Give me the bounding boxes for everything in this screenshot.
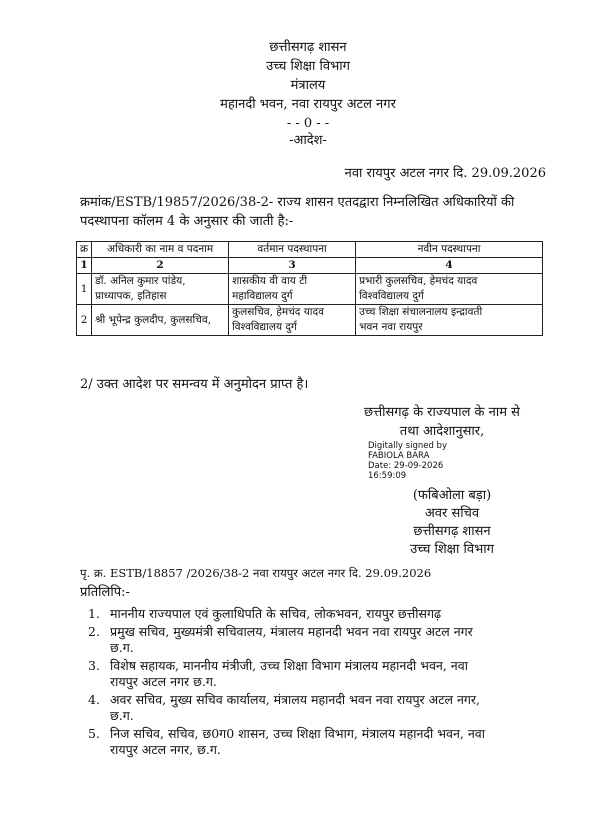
signatory-dept-line2: उच्च शिक्षा विभाग (410, 542, 494, 557)
row-new-posting (356, 305, 543, 336)
signatory-name: (फबिओला बड़ा) (412, 488, 492, 503)
list-number: 4. (88, 692, 100, 707)
colnum-4: 4 (356, 258, 543, 274)
table-row (77, 274, 543, 305)
cell-line: प्रभारी कुलसचिव, हेमचंद यादव (359, 275, 478, 287)
colnum-1: 1 (77, 258, 92, 274)
cell-line: श्री भूपेन्द्र कुलदीप, कुलसचिव, (95, 313, 212, 326)
order-paragraph-line2: पदस्थापना कॉलम 4 के अनुसार की जाती है:- (80, 214, 294, 229)
header-department: उच्च शिक्षा विभाग (266, 59, 350, 74)
colnum-3: 3 (229, 258, 356, 274)
posting-table (76, 241, 543, 336)
list-number: 1. (88, 606, 100, 621)
list-text (110, 692, 548, 724)
digital-signature-line: Date: 29-09-2026 (368, 461, 444, 471)
table-row (77, 305, 543, 336)
row-current-posting (229, 274, 356, 305)
table-header-row (77, 242, 543, 258)
row-officer (92, 274, 229, 305)
signature-authority-line1: छत्तीसगढ़ के राज्यपाल के नाम से (364, 405, 520, 420)
list-item (88, 692, 548, 724)
order-date: नवा रायपुर अटल नगर दि. 29.09.2026 (344, 166, 546, 181)
header-state: छत्तीसगढ़ शासन (269, 40, 347, 55)
cell-line: प्राध्यापक, इतिहास (95, 290, 167, 302)
header-new-posting: नवीन पदस्थापना (356, 242, 543, 258)
list-text (110, 658, 548, 690)
cell-line: उच्च शिक्षा संचालनालय इन्द्रावती (359, 306, 483, 318)
list-text (110, 606, 548, 622)
cell-line: शासकीय वी वाय टी (232, 275, 308, 287)
cell-line: डॉ. अनिल कुमार पांडेय, (95, 275, 186, 287)
header-officer: अधिकारी का नाम व पदनाम (92, 242, 229, 258)
row-sno: 1 (77, 274, 92, 305)
list-item (88, 726, 548, 758)
signatory-dept-line1: छत्तीसगढ़ शासन (413, 524, 491, 539)
header-ministry: मंत्रालय (290, 78, 326, 93)
list-number: 2. (88, 624, 100, 639)
cell-line: भवन नवा रायपुर (359, 321, 423, 333)
signatory-designation: अवर सचिव (424, 506, 480, 521)
list-line: प्रमुख सचिव, मुख्यमंत्री सचिवालय, मंत्रालय महानदी भवन नवा रायपुर अटल नगर (110, 624, 473, 639)
list-number: 5. (88, 726, 100, 741)
row-new-posting (356, 274, 543, 305)
digital-signature-line: 16:59:09 (368, 471, 407, 481)
header-sno: क्र (77, 242, 92, 258)
list-item (88, 658, 548, 690)
header-separator: - - 0 - - (286, 116, 330, 131)
header-order-title: -आदेश- (289, 133, 327, 148)
list-line: रायपुर अटल नगर छ.ग. (110, 674, 217, 689)
list-line: अवर सचिव, मुख्य सचिव कार्यालय, मंत्रालय महानदी भवन नवा रायपुर अटल नगर, (110, 692, 481, 707)
list-item (88, 606, 548, 622)
cell-line: कुलसचिव, हेमचंद यादव (232, 306, 324, 318)
list-text (110, 726, 548, 758)
list-line: छ.ग. (110, 708, 134, 723)
copy-list (88, 606, 548, 760)
list-line: विशेष सहायक, माननीय मंत्रीजी, उच्च शिक्षा विभाग मंत्रालय महानदी भवन, नवा (110, 658, 468, 673)
list-item (88, 624, 548, 656)
list-line: माननीय राज्यपाल एवं कुलाधिपति के सचिव, लोकभवन, रायपुर छत्तीसगढ़ (110, 606, 442, 621)
cell-line: विश्वविद्यालय दुर्ग (232, 321, 297, 333)
signature-authority-line2: तथा आदेशानुसार, (399, 424, 485, 439)
header-address: महानदी भवन, नवा रायपुर अटल नगर (220, 97, 396, 112)
colnum-2: 2 (92, 258, 229, 274)
list-line: छ.ग. (110, 640, 134, 655)
row-officer (92, 305, 229, 336)
endorsement-reference: पृ. क्र. ESTB/18857 /2026/38-2 नवा रायपुर अटल नगर दि. 29.09.2026 (80, 566, 432, 580)
row-current-posting (229, 305, 356, 336)
list-line: रायपुर अटल नगर, छ.ग. (110, 742, 221, 757)
header-current-posting: वर्तमान पदस्थापना (229, 242, 356, 258)
cell-line: विश्वविद्यालय दुर्ग (359, 290, 424, 302)
copy-to-label: प्रतिलिपि:- (80, 585, 130, 600)
digital-signature-line: FABIOLA BARA (368, 451, 430, 461)
list-text (110, 624, 548, 656)
cell-line: महाविद्यालय दुर्ग (232, 290, 293, 302)
table-colnum-row (77, 258, 543, 274)
digital-signature-line: Digitally signed by (368, 441, 447, 451)
list-line: निज सचिव, सचिव, छ0ग0 शासन, उच्च शिक्षा विभाग, मंत्रालय महानदी भवन, नवा (110, 726, 485, 741)
order-paragraph-line1: क्रमांक/ESTB/19857/2026/38-2- राज्य शासन एतदद्वारा निम्नलिखित अधिकारियों की (80, 195, 515, 210)
coordination-note: 2/ उक्त आदेश पर समन्वय में अनुमोदन प्राप्त है। (80, 377, 309, 392)
row-sno: 2 (77, 305, 92, 336)
list-number: 3. (88, 658, 100, 673)
